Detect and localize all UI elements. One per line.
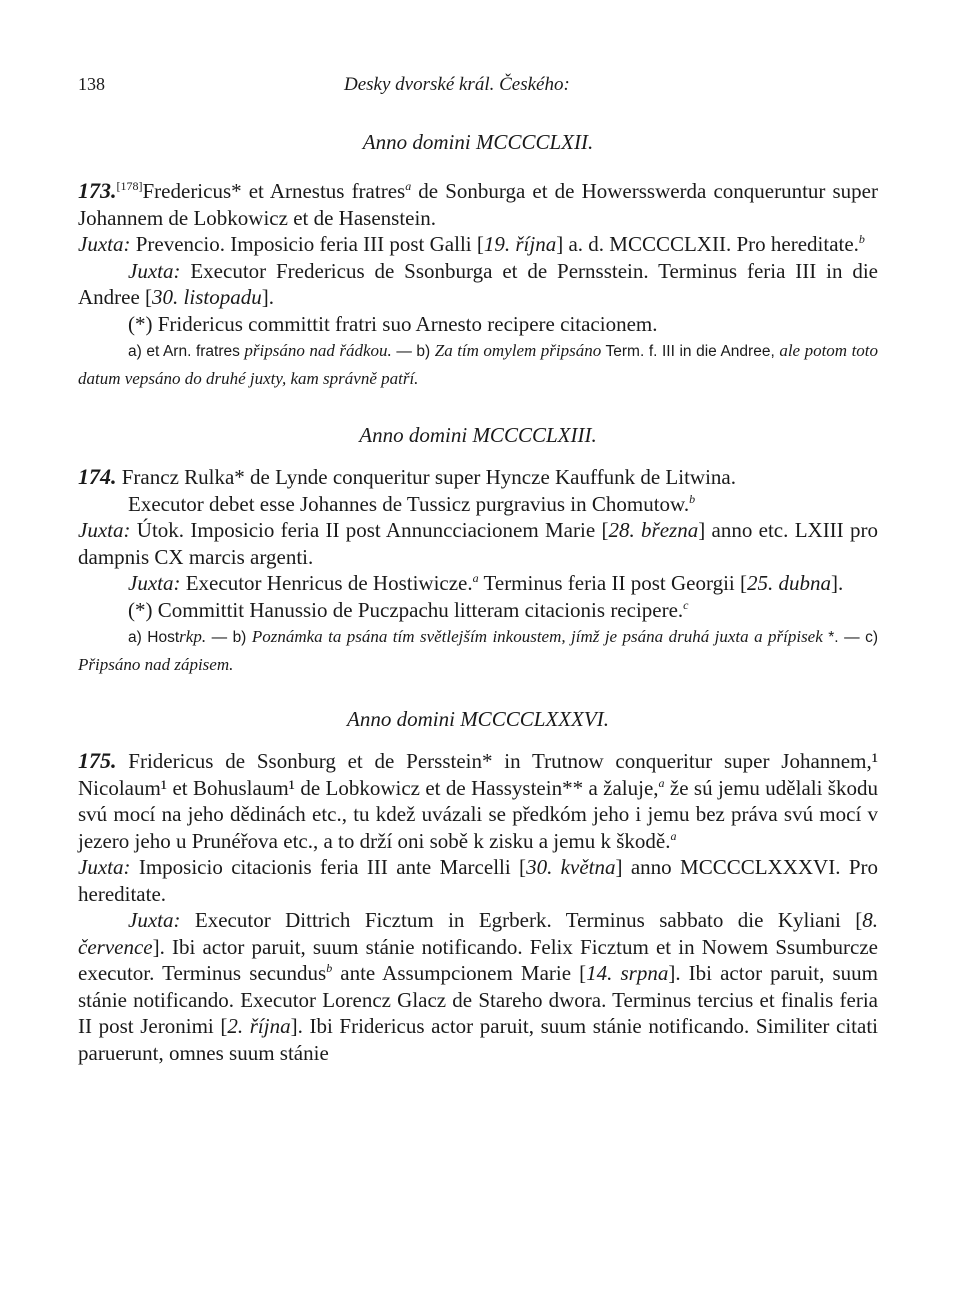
juxta-label: Juxta: [128, 908, 181, 932]
footnote-text: — b) [391, 343, 435, 360]
document-page [78, 66, 878, 1066]
juxta-text: Executor Dittrich Ficztum in Egrberk. Terminus sabbato die Kyliani [ [180, 908, 863, 932]
journal-title: Desky dvorské král. Českého: [344, 74, 570, 95]
juxta-label: Juxta: [128, 258, 181, 283]
date-note: 2. října [227, 1014, 291, 1038]
entry-text: že sú jemu udělali škodu svú mocí na jeho dědinách etc., tu kdež uvázali se předkóm jeho i jemu bez práva svú mocí v jezero jeho u Prunéřova etc., a to drží oni sobě k zisku a jemu k škodě. [78, 775, 878, 853]
entry-number: 173. [78, 178, 117, 203]
footnote-text: Poznámka ta psána tím světlejším inkoustem, jímž je psána druhá juxta a přípisek [251, 627, 823, 646]
entry-number: 174. [78, 464, 117, 489]
juxta-text: Útok. Imposicio feria II post Annuncciacionem Marie [ [130, 518, 609, 542]
entry-text: Executor debet esse Johannes de Tussicz purgravius in Chomutow. [128, 491, 690, 516]
juxta-block [78, 907, 878, 1066]
running-head [78, 66, 878, 96]
juxta-text: ]. [831, 571, 844, 595]
juxta-text: Imposicio citacionis feria III ante Marcelli [ [130, 855, 527, 879]
footnotes [78, 623, 878, 679]
juxta-text: ante Assumpcionem Marie [ [332, 961, 587, 985]
juxta-block [78, 517, 878, 570]
juxta-block [78, 854, 878, 907]
date-note: 30. listopadu [152, 285, 262, 309]
footnote-marker: b [689, 491, 696, 506]
footnotes [78, 337, 878, 393]
date-note: 28. března [608, 518, 699, 542]
footnote-text: rkp. [179, 627, 207, 646]
juxta-text: ]. Ibi actor paruit, suum stánie notificando. Felix Ficztum et in Nowem Ssumburcze executor. Terminus secundus [78, 934, 878, 985]
footnote-text: — b) [206, 629, 252, 646]
entry-text: Fridericus de Ssonburg et de Persstein* in Trutnow conqueritur super Johannem,¹ Nicolaum¹ et Bohuslaum¹ de Lobkowicz et de Hassystein** a žaluje, [78, 749, 878, 800]
date-note: 30. května [526, 855, 616, 879]
juxta-text: ]. [261, 285, 274, 309]
entry-text: Fredericus* et Arnestus fratres [142, 179, 406, 203]
juxta-text: ] anno etc. LXIII pro dampnis CX marcis argenti. [78, 518, 878, 569]
entry-number: 175. [78, 748, 117, 773]
footnote-text: a) Host [128, 629, 180, 646]
juxta-text: Terminus feria II post Georgii [ [478, 571, 747, 595]
juxta-text: ] anno MCCCCLXXXVI. Pro hereditate. [78, 855, 879, 906]
footnote-text: *. — c) [822, 629, 879, 646]
footnote-marker: c [683, 597, 689, 612]
entry-text: Francz Rulka* de Lynde conqueritur super Hyncze Kauffunk de Litwina. [116, 465, 736, 489]
juxta-text: Executor Henricus de Hostiwicze. [180, 571, 473, 595]
footnote-text: ale potom toto datum vepsáno do druhé juxty, kam správně patří. [78, 341, 879, 388]
entry-174 [78, 464, 878, 491]
footnote-text: Term. f. III in die Andree, [601, 343, 780, 360]
juxta-text: Executor Fredericus de Ssonburga et de Pernsstein. Terminus feria III in die Andree [ [78, 258, 878, 309]
juxta-text: Prevencio. Imposicio feria III post Galli [ [130, 232, 484, 256]
date-note: 14. srpna [586, 961, 669, 985]
juxta-label: Juxta: [78, 518, 131, 542]
entry-173 [78, 173, 878, 231]
star-note [78, 597, 878, 624]
entry-text: de Sonburga et de Howersswerda conqueruntur super Johannem de Lobkowicz et de Hasenstein. [78, 179, 878, 230]
year-heading: Anno domini MCCCCLXIII. [359, 423, 597, 447]
date-note: 25. dubna [747, 571, 831, 595]
footnote-marker: b [326, 961, 333, 975]
entry-175 [78, 748, 878, 854]
footnote-marker: a [472, 571, 479, 585]
juxta-block [78, 231, 878, 258]
footnote-text: a) et Arn. fratres [128, 343, 245, 360]
juxta-block [78, 570, 878, 597]
juxta-text: ]. Ibi Fridericus actor paruit, suum stánie notificando. Similiter citati paruerunt, omnes suum stánie [78, 1014, 878, 1065]
footnote-marker: a [405, 179, 412, 193]
juxta-text: ]. Ibi actor paruit, suum stánie notificando. Executor Lorencz Glacz de Stareho dwora. Terminus tercius et finalis feria II post Jeronimi [ [78, 961, 878, 1038]
juxta-label: Juxta: [78, 855, 131, 879]
date-note: 19. října [483, 232, 557, 256]
juxta-label: Juxta: [78, 232, 131, 256]
juxta-block [78, 258, 878, 311]
year-heading: Anno domini MCCCCLXXXVI. [347, 707, 609, 731]
footnote-text: připsáno nad řádkou. [244, 341, 392, 360]
star-note: (*) Fridericus committit fratri suo Arnesto recipere citacionem. [128, 311, 658, 336]
star-note-text: (*) Committit Hanussio de Puczpachu litteram citacionis recipere. [128, 597, 684, 622]
juxta-label: Juxta: [128, 571, 181, 595]
footnote-text: Připsáno nad zápisem. [78, 655, 234, 674]
entry-text [128, 491, 878, 518]
footnote-marker: a [670, 828, 677, 843]
juxta-text: ] a. d. MCCCCLXII. Pro hereditate. [556, 232, 859, 256]
date-note: 8. července [78, 908, 878, 959]
year-heading: Anno domini MCCCCLXII. [362, 130, 594, 154]
footnote-marker: a [658, 775, 665, 790]
page-number: 138 [78, 74, 105, 94]
page-ref: [178] [116, 179, 143, 193]
footnote-text: Za tím omylem připsáno [434, 341, 602, 360]
footnote-marker: b [858, 232, 865, 246]
